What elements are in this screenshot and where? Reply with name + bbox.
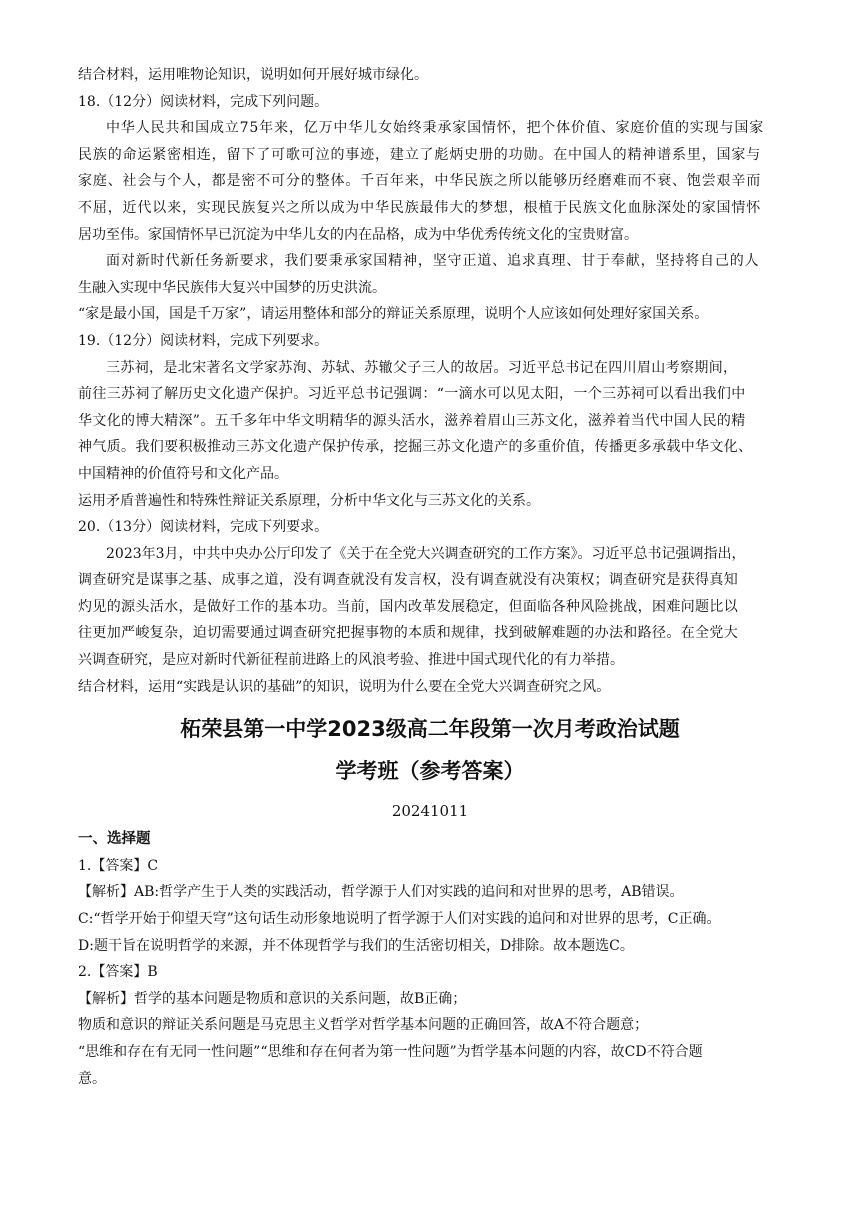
question-18-heading: 18.（12分）阅读材料，完成下列问题。: [78, 93, 329, 110]
answer-line: 2.【答案】B: [78, 964, 158, 981]
answer-line: 【解析】哲学的基本问题是物质和意识的关系问题，故B正确；: [78, 990, 467, 1007]
answer-line: D:题干旨在说明哲学的来源，并不体现哲学与我们的生活密切相关，D排除。故本题选C。: [78, 937, 634, 954]
question-19-prompt: 运用矛盾普遍性和特殊性辩证关系原理，分析中华文化与三苏文化的关系。: [78, 492, 540, 509]
text-line: 家庭、社会与个人，都是密不可分的整体。千百年来，中华民族之所以能够历经磨难而不衰、饱尝艰辛而: [78, 173, 762, 190]
answer-line: 【解析】AB:哲学产生于人类的实践活动，哲学源于人们对实践的追问和对世界的思考，AB错误。: [78, 884, 684, 901]
text-line: 三苏祠，是北宋著名文学家苏洵、苏轼、苏辙父子三人的故居。习近平总书记在四川眉山考察期间，: [106, 359, 738, 376]
text-line: 前往三苏祠了解历史文化遗产保护。习近平总书记强调：“一滴水可以见太阳，一个三苏祠可以看出我们中: [78, 386, 746, 403]
text-line: 中华人民共和国成立75年来，亿万中华儿女始终秉承家国情怀，把个体价值、家庭价值的实现与国家: [106, 120, 765, 137]
answer-line: “思维和存在有无同一性问题”“思维和存在何者为第一性问题”为哲学基本问题的内容，故CD不符合题: [78, 1044, 703, 1060]
text-line: 结合材料，运用唯物论知识，说明如何开展好城市绿化。: [78, 67, 428, 83]
text-line: 面对新时代新任务新要求，我们要秉承家国精神，坚守正道、追求真理、甘于奉献，坚持将自己的人: [106, 253, 760, 270]
answer-line: 1.【答案】C: [78, 857, 159, 874]
answer-line: 物质和意识的辩证关系问题是马克思主义哲学对哲学基本问题的正确回答，故A不符合题意；: [78, 1017, 649, 1034]
section-heading: 一、选择题: [78, 831, 151, 848]
text-line: 中国精神的价值符号和文化产品。: [78, 465, 288, 482]
answer-title: 柘荣县第一中学2023级高二年段第一次月考政治试题: [180, 717, 680, 742]
text-line: 2023年3月，中共中央办公厅印发了《关于在全党大兴调查研究的工作方案》。习近平总书记强调指出，: [106, 545, 746, 562]
question-20-heading: 20.（13分）阅读材料，完成下列要求。: [78, 519, 329, 536]
text-line: 兴调查研究，是应对新时代新征程前进路上的风浪考验、推进中国式现代化的有力举措。: [78, 652, 624, 669]
answer-date: 20241011: [391, 802, 469, 821]
text-line: 生融入实现中华民族伟大复兴中国梦的历史洪流。: [78, 279, 386, 296]
text-line: 居功至伟。家国情怀早已沉淀为中华儿女的内在品格，成为中华优秀传统文化的宝贵财富。: [78, 226, 638, 243]
text-line: 华文化的博大精深”。五千多年中华文明精华的源头活水，滋养着眉山三苏文化，滋养着当代中国人民的精: [78, 412, 746, 429]
question-19-heading: 19.（12分）阅读材料，完成下列要求。: [78, 332, 329, 349]
question-18-prompt: “家是最小国，国是千万家”，请运用整体和部分的辩证关系原理，说明个人应该如何处理好家国关系。: [78, 306, 709, 323]
answer-subtitle: 学考班（参考答案）: [335, 759, 525, 784]
answer-line: C:“哲学开始于仰望天穹”这句话生动形象地说明了哲学源于人们对实践的追问和对世界的思考，C正确。: [78, 911, 721, 928]
text-line: 不屈，近代以来，实现民族复兴之所以成为中华民族最伟大的梦想，根植于民族文化血脉深处的家国情怀: [78, 199, 762, 216]
answer-line: 意。: [78, 1070, 106, 1087]
text-line: 往更加严峻复杂，迫切需要通过调查研究把握事物的本质和规律，找到破解难题的办法和路径。在全党大: [78, 625, 739, 642]
text-line: 神气质。我们要积极推动三苏文化遗产保护传承，挖掘三苏文化遗产的多重价值，传播更多承载中华文化、: [78, 439, 753, 456]
text-line: 调查研究是谋事之基、成事之道，没有调查就没有发言权，没有调查就没有决策权；调查研究是获得真知: [78, 572, 739, 589]
text-line: 灼见的源头活水，是做好工作的基本功。当前，国内改革发展稳定，但面临各种风险挑战，困难问题比以: [78, 598, 739, 615]
text-line: 民族的命运紧密相连，留下了可歌可泣的事迹，建立了彪炳史册的功勋。在中国人的精神谱系里，国家与: [78, 146, 762, 163]
question-20-prompt: 结合材料，运用“实践是认识的基础”的知识，说明为什么要在全党大兴调查研究之风。: [78, 678, 611, 695]
